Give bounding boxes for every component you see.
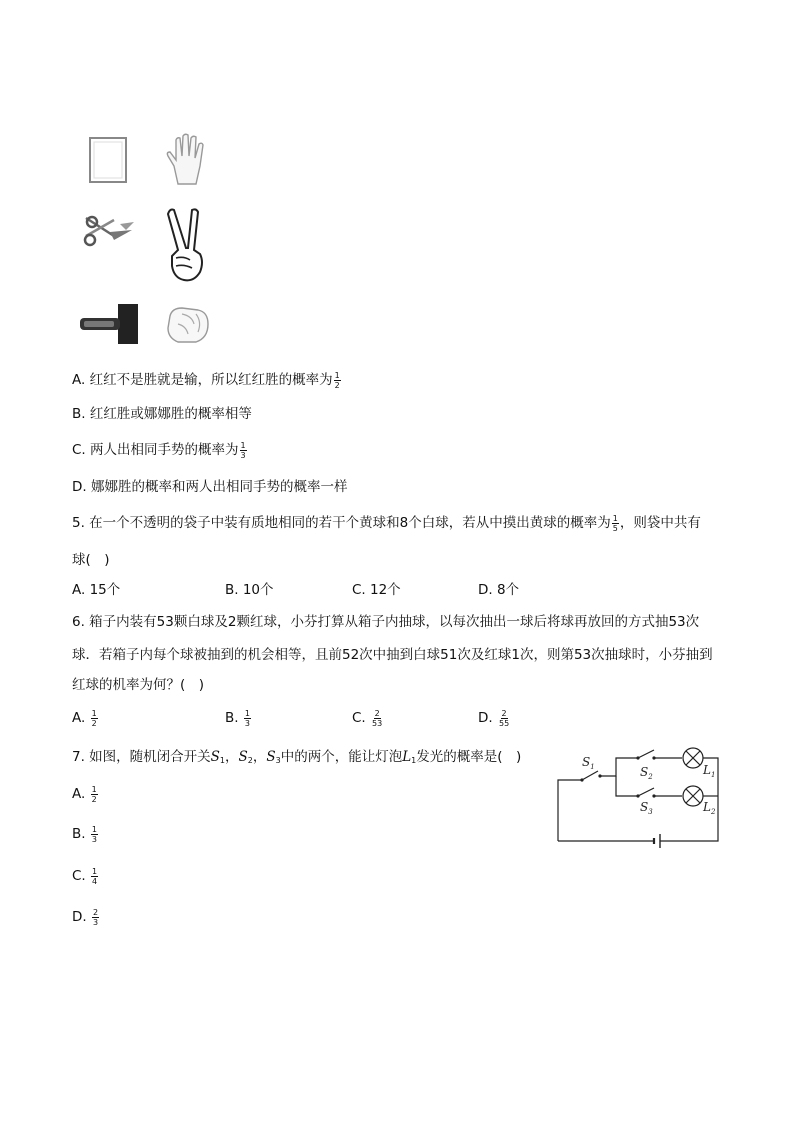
fraction: $\frac{1}{3}$	[240, 440, 246, 460]
fraction: $\frac{1}{4}$	[92, 866, 98, 886]
switch-s1-blade	[582, 771, 598, 780]
q5-option-b: B. 10个	[225, 582, 274, 598]
switch-s2-blade	[638, 750, 654, 758]
q5-stem-line1: 5. 在一个不透明的袋子中装有质地相同的若干个黄球和8个白球，若从中摸出黄球的概率为 $\frac{1}{5}$ ，则袋中共有	[72, 513, 701, 533]
paper-card-icon	[86, 134, 130, 186]
fraction: $\frac{1}{3}$	[91, 824, 97, 844]
fraction: $\frac{2}{3}$	[92, 907, 99, 927]
label-s3: $S_3$	[640, 800, 653, 816]
wire-bottom-branch	[616, 776, 638, 796]
label-s1: $S_1$	[582, 755, 595, 771]
hammer-icon	[78, 302, 142, 346]
circuit-diagram	[548, 744, 728, 850]
q6-stem-line1: 6. 箱子内装有53颗白球及2颗红球，小芬打算从箱子内抽球，以每次抽出一球后将球再放回的方式抽53次	[72, 614, 700, 630]
q5-option-c: C. 12个	[352, 582, 401, 598]
q7-option-c: C. $\frac{1}{4}$	[72, 866, 98, 886]
label-s2: $S_2$	[640, 765, 653, 781]
fraction: $\frac{1}{2}$	[91, 708, 97, 728]
fraction: $\frac{2}{53}$	[372, 708, 383, 728]
q4-option-a: A. 红红不是胜就是输，所以红红胜的概率为 $\frac{1}{2}$	[72, 370, 340, 390]
q4-option-b: B. 红红胜或娜娜胜的概率相等	[72, 406, 252, 422]
fraction: $\frac{1}{2}$	[91, 784, 97, 804]
q6-option-c: C. $\frac{2}{53}$	[352, 708, 383, 728]
q7-stem: 7. 如图，随机闭合开关$S_1$，$S_2$，$S_3$中的两个，能让灯泡$L_1$发光的概率是( )	[72, 749, 522, 765]
q7-option-a: A. $\frac{1}{2}$	[72, 784, 97, 804]
victory-hand-icon	[166, 206, 210, 286]
fraction: $\frac{2}{55}$	[498, 708, 510, 728]
fraction: $\frac{1}{3}$	[244, 708, 250, 728]
q6-option-a: A. $\frac{1}{2}$	[72, 708, 97, 728]
q6-option-d: D. $\frac{2}{55}$	[478, 708, 510, 728]
q7-option-b: B. $\frac{1}{3}$	[72, 824, 97, 844]
q5-option-a: A. 15个	[72, 582, 121, 598]
fist-icon	[164, 304, 212, 346]
q6-stem-line2: 球．若箱子内每个球被抽到的机会相等，且前52次中抽到白球51次及红球1次，则第53次抽球时，小芬抽到	[72, 647, 713, 663]
q5-stem-line2: 球( )	[72, 552, 110, 568]
scissors-icon	[80, 210, 136, 254]
q4-option-c: C. 两人出相同手势的概率为 $\frac{1}{3}$	[72, 440, 246, 460]
switch-s3-blade	[638, 788, 654, 796]
fraction: $\frac{1}{2}$	[334, 370, 340, 390]
label-l1: $L_1$	[703, 763, 716, 779]
label-l2: $L_2$	[703, 800, 716, 816]
q4-option-d: D. 娜娜胜的概率和两人出相同手势的概率一样	[72, 479, 348, 495]
fraction: $\frac{1}{5}$	[612, 513, 618, 533]
q6-option-b: B. $\frac{1}{3}$	[225, 708, 250, 728]
open-hand-icon	[164, 132, 212, 188]
q6-stem-line3: 红球的机率为何？( )	[72, 677, 205, 693]
q5-option-d: D. 8个	[478, 582, 520, 598]
wire-left	[558, 780, 582, 841]
q7-option-d: D. $\frac{2}{3}$	[72, 907, 99, 927]
wire-top-branch	[600, 758, 638, 776]
